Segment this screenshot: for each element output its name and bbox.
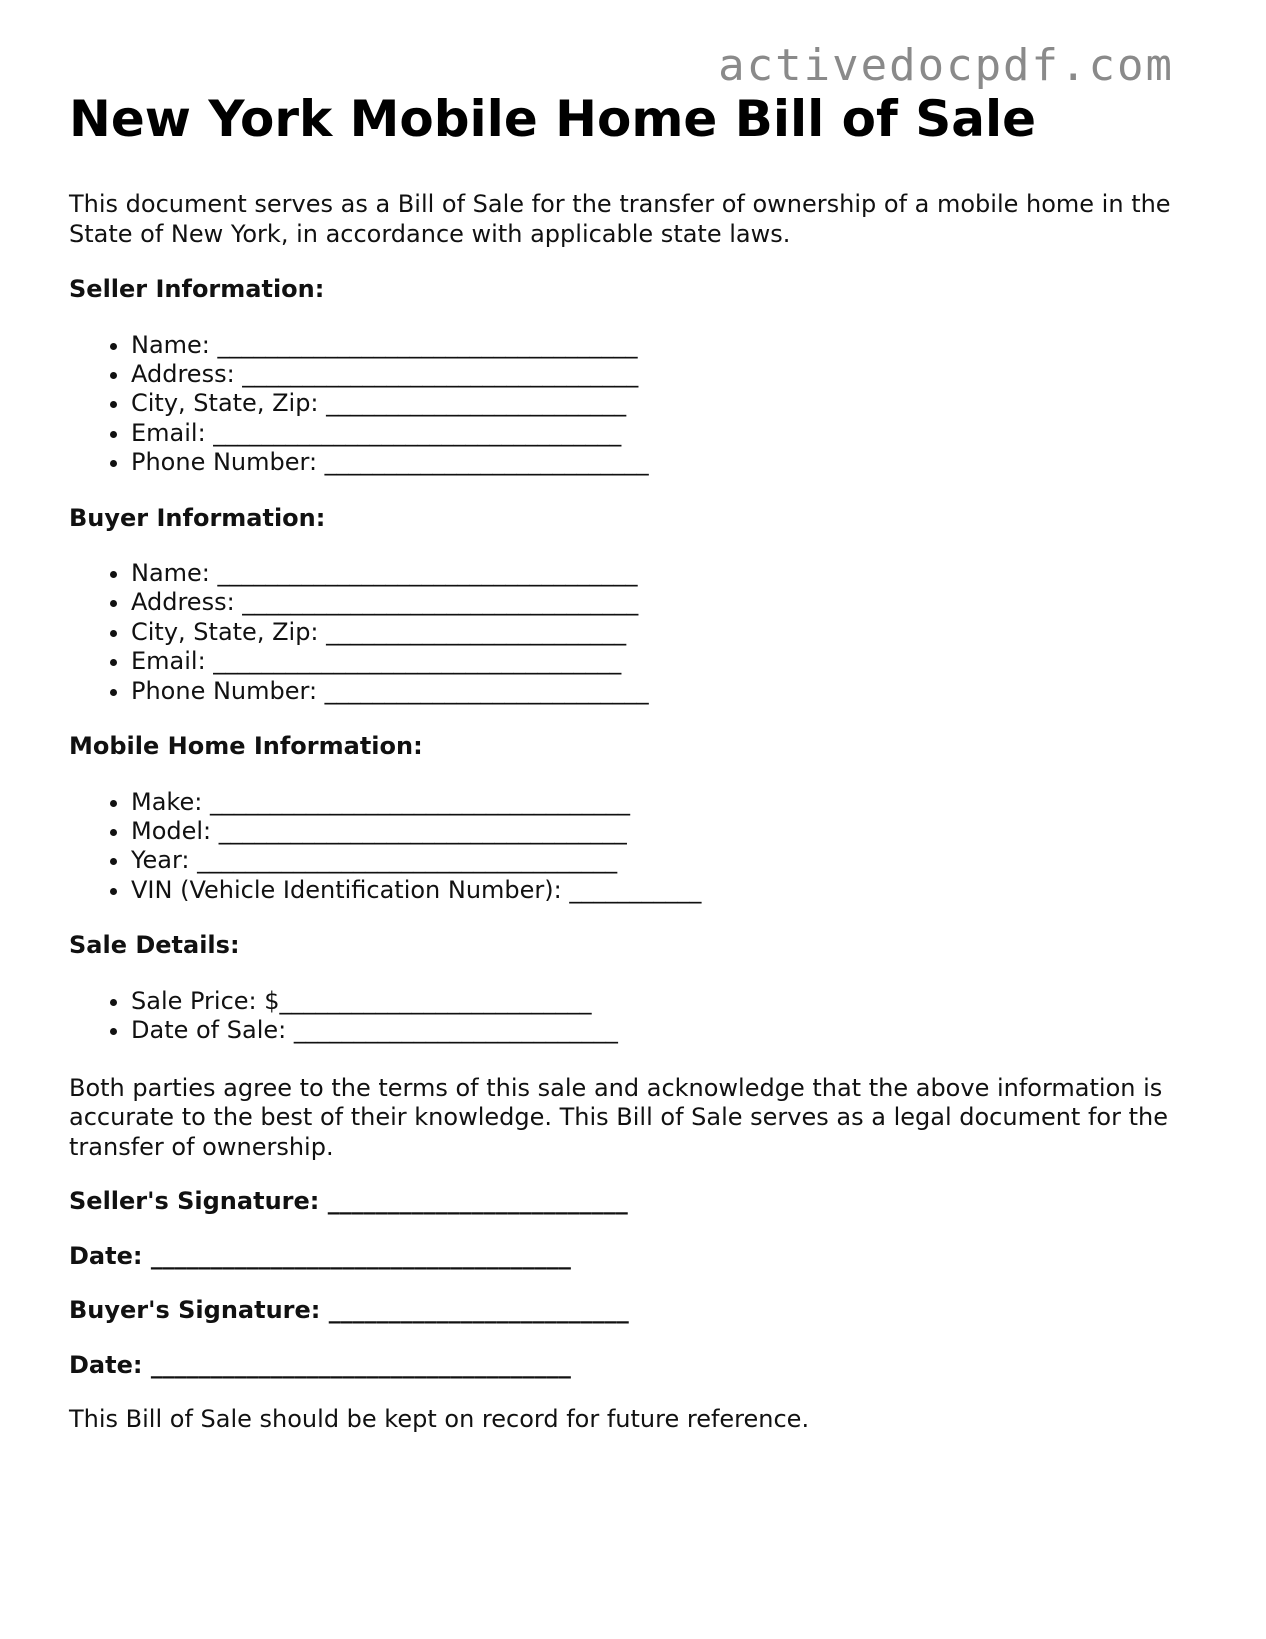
- mobile-home-fields: [69, 788, 1199, 906]
- seller-name-field: • Name: ___________________________________: [131, 331, 1199, 360]
- buyer-phone-field: • Phone Number: ___________________________: [131, 677, 1199, 706]
- seller-phone-field: • Phone Number: ___________________________: [131, 448, 1199, 477]
- sale-details-fields: [69, 987, 1199, 1046]
- buyer-email-field: • Email: __________________________________: [131, 647, 1199, 676]
- watermark: activedocpdf.com: [718, 40, 1174, 91]
- date-of-sale-field: • Date of Sale: ___________________________: [131, 1016, 1199, 1045]
- seller-address-field: • Address: _________________________________: [131, 360, 1199, 389]
- page-title: New York Mobile Home Bill of Sale: [69, 90, 1036, 148]
- sale-price-field: • Sale Price: $__________________________: [131, 987, 1199, 1016]
- seller-signature-line: Seller's Signature: _________________________: [69, 1187, 628, 1215]
- seller-heading: Seller Information:: [69, 275, 325, 303]
- make-field: • Make: ___________________________________: [131, 788, 1199, 817]
- buyer-date-line: Date: ___________________________________: [69, 1350, 571, 1379]
- buyer-name-field: • Name: ___________________________________: [131, 559, 1199, 588]
- buyer-city-state-zip-field: • City, State, Zip: _________________________: [131, 618, 1199, 647]
- buyer-fields: [69, 559, 1199, 706]
- intro-paragraph: This document serves as a Bill of Sale for the transfer of ownership of a mobile home in the State of New York, in accordance with applicable state laws.: [69, 190, 1171, 248]
- buyer-address-field: • Address: _________________________________: [131, 588, 1199, 617]
- seller-fields: [69, 331, 1199, 478]
- agreement-paragraph: Both parties agree to the terms of this sale and acknowledge that the above information is accurate to the best of their knowledge. This Bill of Sale serves as a legal document for the transfer of ownership.: [69, 1073, 1168, 1161]
- vin-field: • VIN (Vehicle Identification Number): ___________: [131, 876, 1199, 905]
- seller-city-state-zip-field: • City, State, Zip: _________________________: [131, 389, 1199, 418]
- buyer-heading: Buyer Information:: [69, 503, 326, 532]
- model-field: • Model: __________________________________: [131, 817, 1199, 846]
- seller-date-line: Date: ___________________________________: [69, 1241, 571, 1270]
- year-field: • Year: ___________________________________: [131, 846, 1199, 875]
- seller-email-field: • Email: __________________________________: [131, 419, 1199, 448]
- footer-note: This Bill of Sale should be kept on record for future reference.: [69, 1405, 810, 1433]
- document-body: [69, 84, 1199, 1435]
- sale-details-heading: Sale Details:: [69, 931, 240, 960]
- mobile-home-heading: Mobile Home Information:: [69, 732, 423, 761]
- buyer-signature-line: Buyer's Signature: _________________________: [69, 1296, 629, 1324]
